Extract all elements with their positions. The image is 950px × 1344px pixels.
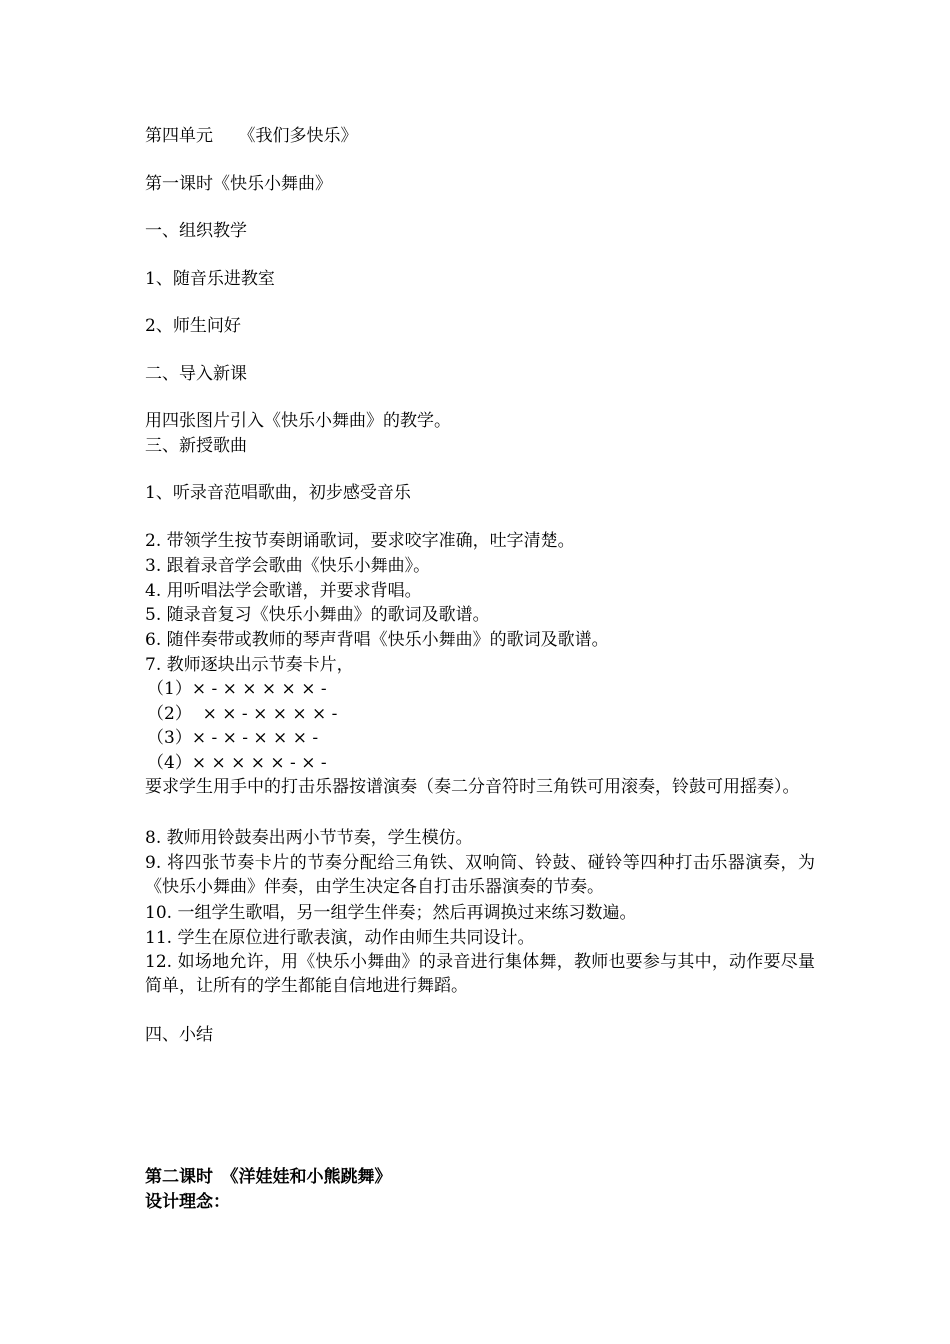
lesson1-title: 第一课时《快乐小舞曲》 <box>145 174 332 194</box>
section2-text: 用四张图片引入《快乐小舞曲》的教学。 <box>145 411 451 431</box>
rhythm-card-1: （1）× - × × × × × - <box>147 679 327 699</box>
section2-heading: 二、导入新课 <box>145 364 247 384</box>
design-concept-label: 设计理念： <box>145 1192 230 1212</box>
section1-heading: 一、组织教学 <box>145 221 247 241</box>
lesson2-title: 第二课时 《洋娃娃和小熊跳舞》 <box>145 1167 392 1187</box>
section3-item-12: 12. 如场地允许，用《快乐小舞曲》的录音进行集体舞，教师也要参与其中，动作要尽量简单，让所有的学生都能自信地进行舞蹈。 <box>145 952 815 996</box>
unit-title: 第四单元 《我们多快乐》 <box>145 126 358 146</box>
section1-item-1: 1、随音乐进教室 <box>145 269 275 289</box>
section3-item-10: 10. 一组学生歌唱，另一组学生伴奏；然后再调换过来练习数遍。 <box>145 903 637 923</box>
section3-item-3: 3. 跟着录音学会歌曲《快乐小舞曲》。 <box>145 556 431 576</box>
section3-item-1: 1、听录音范唱歌曲，初步感受音乐 <box>145 483 411 503</box>
section3-item-7: 7. 教师逐块出示节奏卡片， <box>145 655 354 675</box>
section3-item-2: 2. 带领学生按节奏朗诵歌词，要求咬字准确，吐字清楚。 <box>145 531 575 551</box>
section3-item-11: 11. 学生在原位进行歌表演，动作由师生共同设计。 <box>145 928 535 948</box>
rhythm-card-4: （4）× × × × × - × - <box>147 753 327 773</box>
section3-item-6: 6. 随伴奏带或教师的琴声背唱《快乐小舞曲》的歌词及歌谱。 <box>145 630 609 650</box>
section3-item-8: 8. 教师用铃鼓奏出两小节节奏，学生模仿。 <box>145 828 473 848</box>
section4-heading: 四、小结 <box>145 1025 213 1045</box>
section3-heading: 三、新授歌曲 <box>145 436 247 456</box>
section3-item-5: 5. 随录音复习《快乐小舞曲》的歌词及歌谱。 <box>145 605 490 625</box>
section1-item-2: 2、师生问好 <box>145 316 241 336</box>
rhythm-card-3: （3）× - × - × × × - <box>147 728 319 748</box>
section3-item-9: 9. 将四张节奏卡片的节奏分配给三角铁、双响筒、铃鼓、碰铃等四种打击乐器演奏，为《快乐小舞曲》伴奏，由学生决定各自打击乐器演奏的节奏。 <box>145 853 815 897</box>
rhythm-card-2: （2） × × - × × × × - <box>147 704 338 724</box>
section3-item-4: 4. 用听唱法学会歌谱，并要求背唱。 <box>145 581 422 601</box>
section3-item-7-note: 要求学生用手中的打击乐器按谱演奏（奏二分音符时三角铁可用滚奏，铃鼓可用摇奏）。 <box>145 777 800 797</box>
